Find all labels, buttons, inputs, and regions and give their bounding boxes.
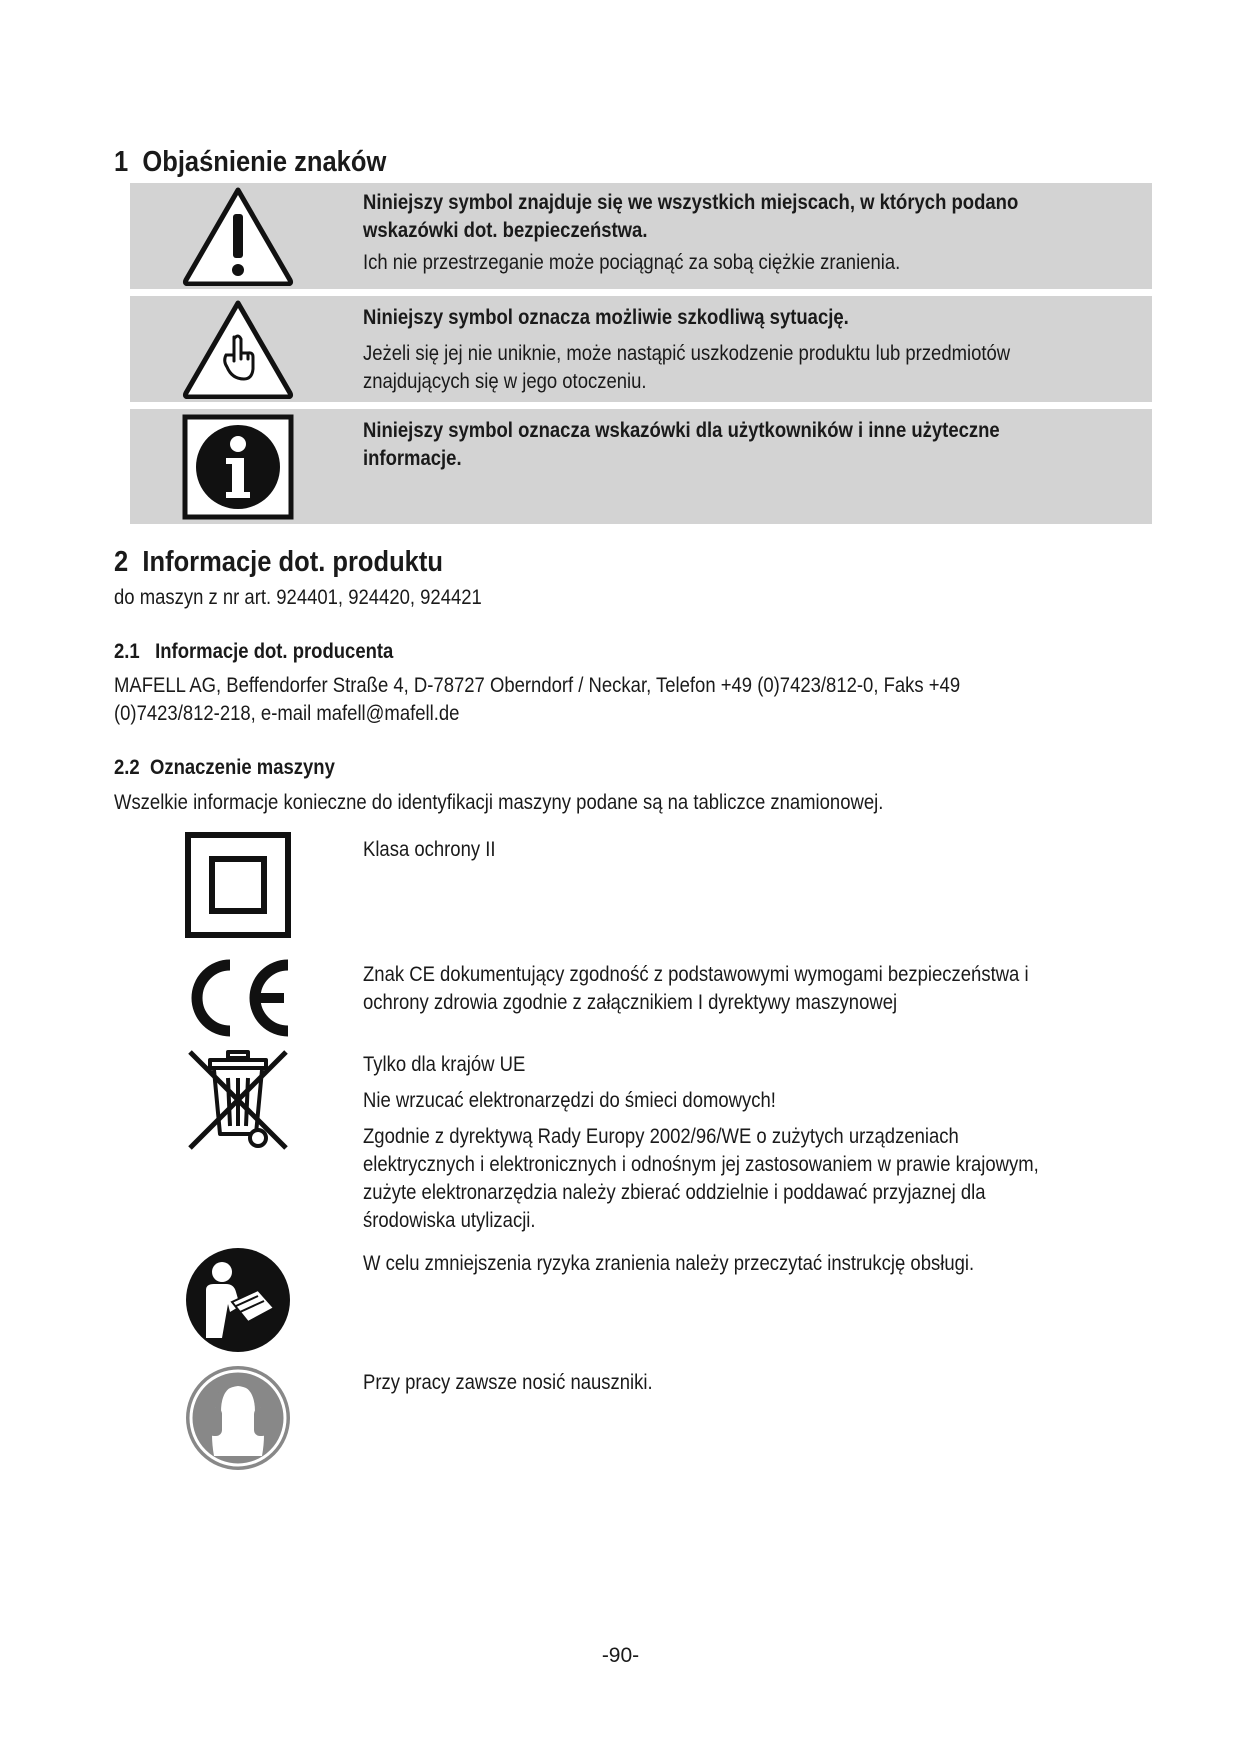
info-icon: [182, 414, 294, 520]
read-manual-icon: [184, 1246, 292, 1354]
sign-2-text-line: znajdujących się w jego otoczeniu.: [363, 370, 647, 393]
sign-1-title-line: Niniejszy symbol znajduje się we wszystkich miejscach, w których podano: [363, 191, 1019, 214]
caution-hand-triangle-icon: [182, 299, 294, 399]
protection-class-text: Klasa ochrony II: [363, 838, 496, 861]
sign-row-info: [130, 409, 1152, 524]
weee-text-line: Tylko dla krajów UE: [363, 1053, 526, 1076]
warning-triangle-icon: [182, 186, 294, 286]
sign-3-title-line: Niniejszy symbol oznacza wskazówki dla użytkowników i inne użyteczne: [363, 419, 1000, 442]
ce-mark-text-line: Znak CE dokumentujący zgodność z podstawowymi wymogami bezpieczeństwa i: [363, 963, 1029, 986]
weee-text-line: środowiska utylizacji.: [363, 1209, 536, 1232]
weee-text-line: Zgodnie z dyrektywą Rady Europy 2002/96/WE o zużytych urządzeniach: [363, 1125, 959, 1148]
sign-row-caution: [130, 296, 1152, 402]
page-number: -90-: [601, 1644, 640, 1667]
section-2-intro: do maszyn z nr art. 924401, 924420, 924421: [114, 586, 482, 609]
weee-crossed-bin-icon: [184, 1048, 292, 1152]
weee-text-line: elektrycznych i elektronicznych i odnośnym jej zastosowaniem w prawie krajowym,: [363, 1153, 1039, 1176]
manufacturer-address-line: MAFELL AG, Beffendorfer Straße 4, D-78727 Oberndorf / Neckar, Telefon +49 (0)7423/812-0, Faks +49: [114, 674, 961, 697]
protection-class-ii-icon: [184, 831, 292, 939]
section-1-heading: 1 Objaśnienie znaków: [114, 146, 387, 178]
sign-row-warning: [130, 183, 1152, 289]
section-2-heading: 2 Informacje dot. produktu: [114, 546, 443, 578]
subsection-2-2-heading: 2.2 Oznaczenie maszyny: [114, 756, 335, 779]
sign-2-text-line: Jeżeli się jej nie uniknie, może nastąpić uszkodzenie produktu lub przedmiotów: [363, 342, 1011, 365]
ear-protection-text: Przy pracy zawsze nosić nauszniki.: [363, 1371, 653, 1394]
ear-protection-icon: [184, 1364, 292, 1472]
sign-1-title-line: wskazówki dot. bezpieczeństwa.: [363, 219, 648, 242]
ce-mark-icon: [184, 957, 292, 1039]
weee-text-line: Nie wrzucać elektronarzędzi do śmieci domowych!: [363, 1089, 776, 1112]
machine-marking-intro: Wszelkie informacje konieczne do identyfikacji maszyny podane są na tabliczce znamionowej.: [114, 791, 884, 814]
weee-text-line: zużyte elektronarzędzia należy zbierać oddzielnie i poddawać przyjaznej dla: [363, 1181, 986, 1204]
sign-1-text-line: Ich nie przestrzeganie może pociągnąć za sobą ciężkie zranienia.: [363, 251, 901, 274]
sign-3-title-line: informacje.: [363, 447, 462, 470]
manufacturer-address-line: (0)7423/812-218, e-mail mafell@mafell.de: [114, 702, 460, 725]
read-manual-text: W celu zmniejszenia ryzyka zranienia należy przeczytać instrukcję obsługi.: [363, 1252, 975, 1275]
sign-2-title-line: Niniejszy symbol oznacza możliwie szkodliwą sytuację.: [363, 306, 849, 329]
subsection-2-1-heading: 2.1 Informacje dot. producenta: [114, 640, 394, 663]
ce-mark-text-line: ochrony zdrowia zgodnie z załącznikiem I dyrektywy maszynowej: [363, 991, 898, 1014]
